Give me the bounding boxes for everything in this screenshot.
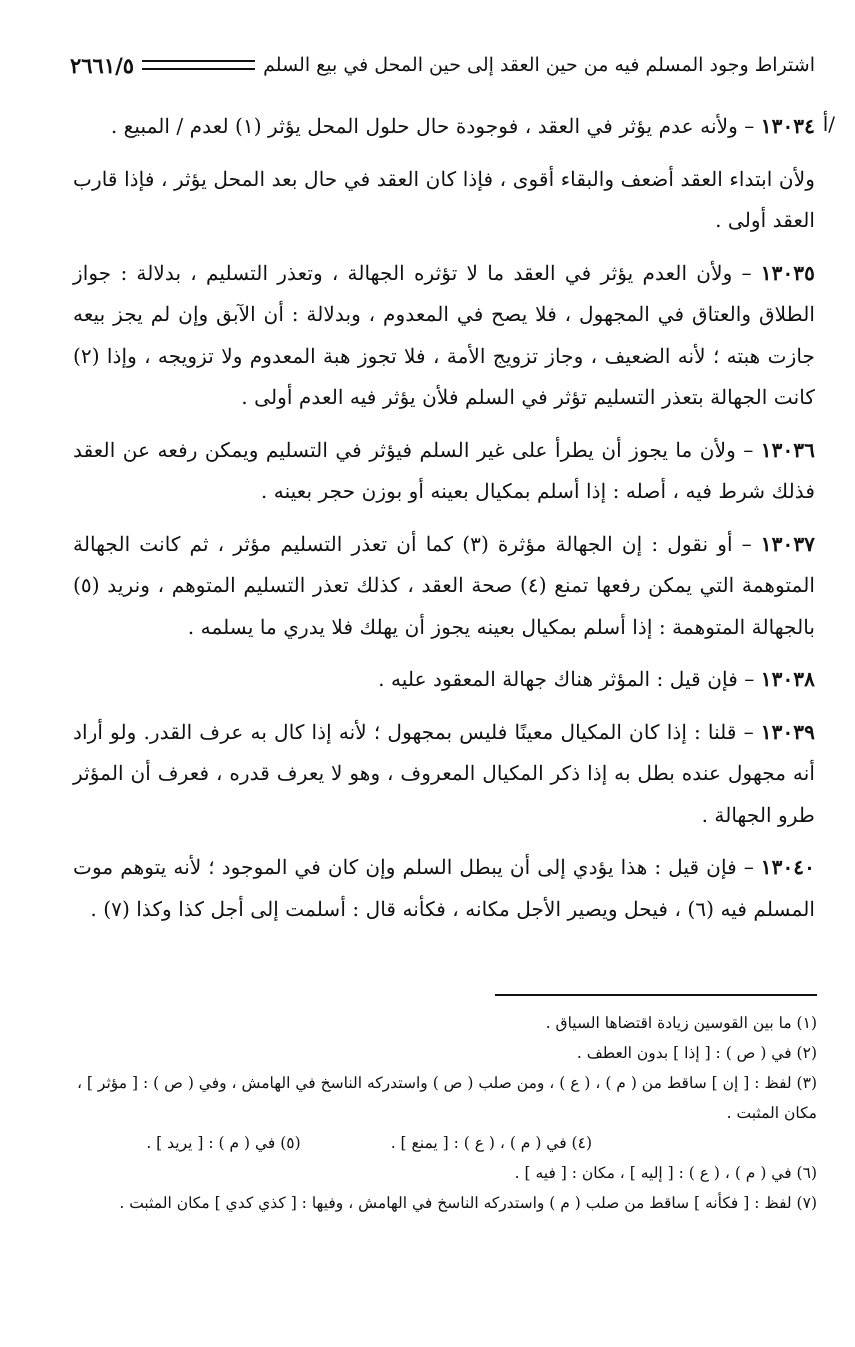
footnote-7: (٧) لفظ : [ فكأنه ] ساقط من صلب ( م ) واستدركه الناسخ في الهامش ، وفيها : [ كذي كدي ] مكان المثبت . <box>119 1194 817 1212</box>
paragraph-continuation <box>73 159 815 242</box>
paragraph-number: ١٣٠٤٠ <box>760 855 815 879</box>
paragraph-text: – أو نقول : إن الجهالة مؤثرة (٣) كما أن تعذر التسليم مؤثر ، ثم كانت الجهالة المتوهمة التي يمكن رفعها تمنع (٤) صحة العقد ، كذلك تعذر التسليم المتوهم ، ونريد (٥) بالجهالة المتوهمة : إذا أسلم بمكيال بعينه يجوز أن يهلك فلا يدري ما يسلمه . <box>73 531 815 639</box>
footnote-3: (٣) لفظ : [ إن ] ساقط من ( م ) ، ( ع ) ، ومن صلب ( ص ) واستدركه الناسخ في الهامش ، وفي ( ص ) : [ مؤثر ] ، مكان المثبت . <box>77 1074 817 1122</box>
folio-marker: /أ <box>822 112 835 136</box>
paragraph-13034 <box>73 106 815 148</box>
paragraph-text: – فإن قيل : المؤثر هناك جهالة المعقود عليه . <box>378 667 761 691</box>
paragraph-number: ١٣٠٣٧ <box>760 531 816 556</box>
header-double-rule <box>142 60 255 70</box>
footnotes <box>77 1008 817 1218</box>
page-number: ٢٦٦١/٥ <box>70 52 135 78</box>
paragraph-13035 <box>73 253 815 419</box>
paragraph-13040 <box>73 847 815 930</box>
paragraph-text: – ولأن ما يجوز أن يطرأ على غير السلم فيؤثر في التسليم ويمكن رفعه عن العقد فذلك شرط فيه ، أصله : إذا أسلم بمكيال بعينه أو بوزن حجر بعينه . <box>73 437 815 503</box>
footnote-4: (٤) في ( م ) ، ( ع ) : [ يمنع ] . <box>390 1134 592 1152</box>
footnote-1: (١) ما بين القوسين زيادة اقتضاها السياق . <box>545 1014 817 1032</box>
paragraph-text: – ولأن العدم يؤثر في العقد ما لا تؤثره الجهالة ، وتعذر التسليم ، بدلالة : جواز الطلاق والعتاق في المجهول ، فلا يصح في المعدوم ، وبدلالة : أن الآبق وإن لم يجز بيعه جازت هبته ؛ لأنه الضعيف ، وجاز تزويج الأمة ، فلا تجوز هبة المعدوم ولا تزويجه ، وإذا (٢) كانت الجهالة بتعذر التسليم تؤثر في السلم فلأن يؤثر فيه العدم أولى . <box>73 260 815 409</box>
paragraph-number: ١٣٠٣٤ <box>760 114 815 138</box>
paragraph-13039 <box>73 712 815 837</box>
footnote-6: (٦) في ( م ) ، ( ع ) : [ إليه ] ، مكان : [ فيه ] . <box>514 1164 817 1182</box>
header-title: اشتراط وجود المسلم فيه من حين العقد إلى حين المحل في بيع السلم <box>263 54 815 76</box>
paragraph-text: – ولأنه عدم يؤثر في العقد ، فوجودة حال حلول المحل يؤثر (١) لعدم / المبيع . <box>110 114 761 138</box>
paragraph-text: – قلنا : إذا كان المكيال معينًا فليس بمجهول ؛ لأنه إذا كال به عرف القدر. ولو أراد أنه مجهول عنده بطل به إذا ذكر المكيال المعروف ، وهو لا يعرف قدره ، فعرف أن المؤثر طرو الجهالة . <box>73 719 815 827</box>
paragraph-text: ولأن ابتداء العقد أضعف والبقاء أقوى ، فإذا كان العقد في حال بعد المحل يؤثر ، فإذا قارب العقد أولى . <box>73 166 815 232</box>
footnote-5: (٥) في ( م ) : [ يريد ] . <box>146 1134 301 1152</box>
paragraph-text: – فإن قيل : هذا يؤدي إلى أن يبطل السلم وإن كان في الموجود ؛ لأنه يتوهم موت المسلم فيه (٦) ، فيحل ويصير الأجل مكانه ، فكأنه قال : أسلمت إلى أجل كذا وكذا (٧) . <box>73 855 815 921</box>
footnote-2: (٢) في ( ص ) : [ إذا ] بدون العطف . <box>576 1044 817 1062</box>
paragraph-number: ١٣٠٣٩ <box>760 719 815 744</box>
running-header <box>70 50 815 80</box>
footnote-row-4-5 <box>77 1128 817 1158</box>
footnote-separator <box>495 994 817 996</box>
paragraph-13036 <box>73 430 815 513</box>
paragraph-number: ١٣٠٣٦ <box>760 437 815 462</box>
paragraph-13037 <box>73 524 815 649</box>
main-text <box>73 106 815 941</box>
paragraph-number: ١٣٠٣٥ <box>760 260 815 285</box>
paragraph-13038 <box>73 659 815 701</box>
paragraph-number: ١٣٠٣٨ <box>760 667 815 691</box>
